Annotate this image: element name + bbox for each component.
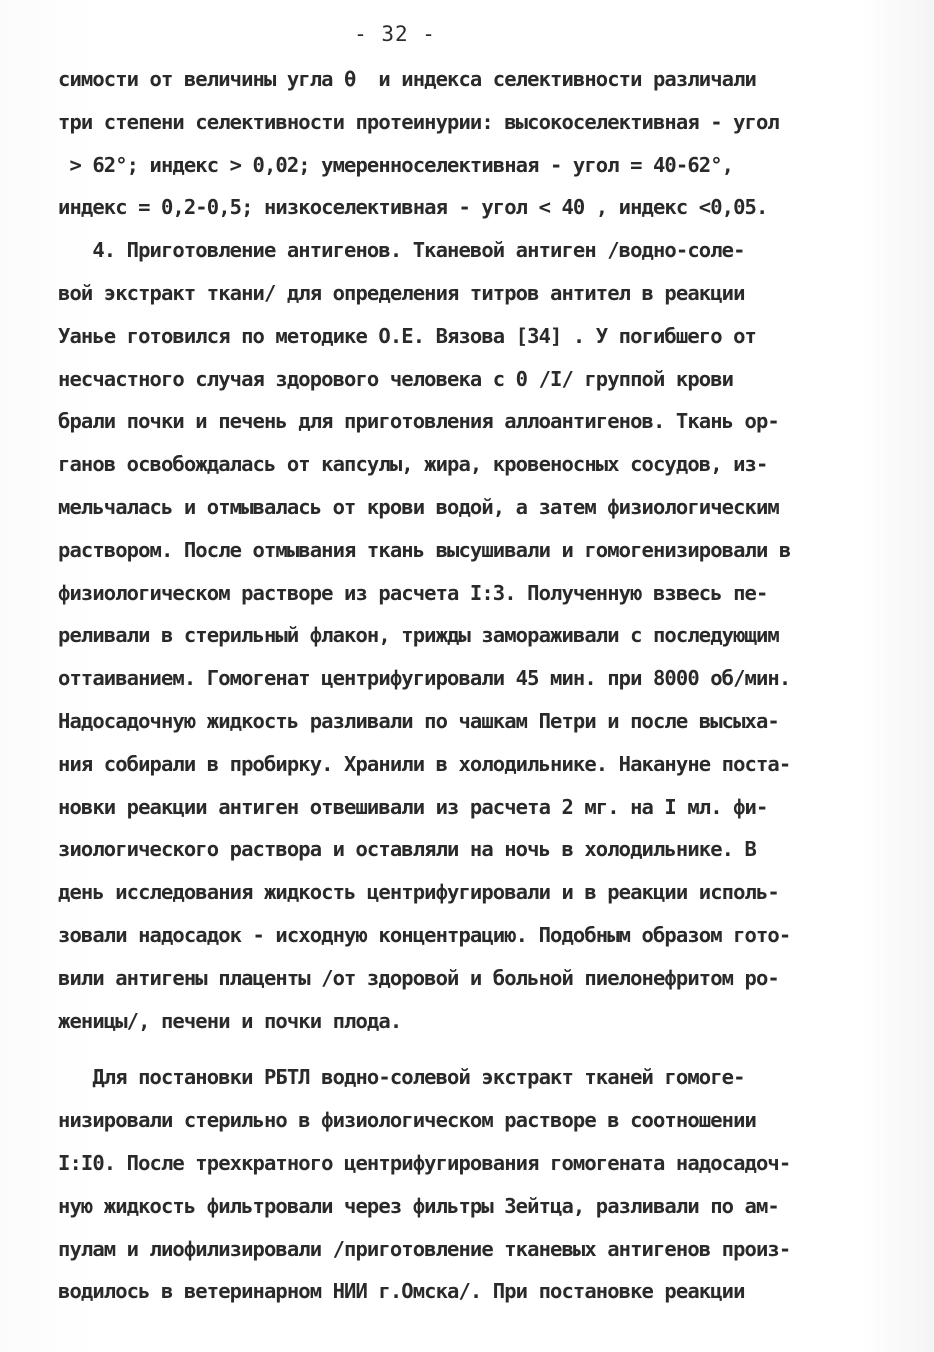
text-line: ную жидкость фильтровали через фильтры Зейтца, разливали по ам- [58, 1193, 779, 1218]
text-line: несчастного случая здорового человека с 0 /I/ группой крови [58, 366, 734, 391]
paragraph-gap [58, 1042, 928, 1056]
text-line: оттаиванием. Гомогенат центрифугировали 45 мин. при 8000 об/мин. [58, 666, 791, 691]
text-line: женицы/, печени и почки плода. [58, 1008, 402, 1033]
text-line: пулам и лиофилизировали /приготовление тканевых антигенов произ- [58, 1236, 791, 1261]
text-line: > 62°; индекс > 0,02; умеренноселективная - угол = 40-62°, [58, 152, 734, 177]
text-line: Уанье готовился по методике О.Е. Вязова [34] . У погибшего от [58, 323, 756, 348]
text-line: симости от величины угла θ и индекса селективности различали [58, 67, 756, 91]
page-number: - 32 - [354, 22, 436, 46]
text-line: три степени селективности протеинурии: высокоселективная - угол [58, 109, 779, 134]
text-line: водилось в ветеринарном НИИ г.Омска/. При постановке реакции [58, 1279, 745, 1304]
text-line: зовали надосадок - исходную концентрацию. Подобным образом гото- [58, 922, 791, 947]
text-line: новки реакции антиген отвешивали из расчета 2 мг. на I мл. фи- [58, 794, 768, 819]
text-line: низировали стерильно в физиологическом растворе в соотношении [58, 1108, 756, 1133]
text-line: мельчалась и отмывалась от крови водой, а затем физиологическим [58, 494, 779, 519]
text-line: ганов освобождалась от капсулы, жира, кровеносных сосудов, из- [58, 452, 768, 477]
text-line: индекс = 0,2-0,5; низкоселективная - угол < 40 , индекс <0,05. [58, 195, 768, 220]
body-text [58, 58, 928, 1313]
text-line: Для постановки РБТЛ водно-солевой экстракт тканей гомоге- [58, 1065, 745, 1090]
text-line: физиологическом растворе из расчета I:3. Полученную взвесь пе- [58, 580, 768, 605]
text-line: вили антигены плаценты /от здоровой и больной пиелонефритом ро- [58, 965, 779, 990]
text-line: брали почки и печень для приготовления аллоантигенов. Ткань ор- [58, 409, 779, 434]
text-line: день исследования жидкость центрифугировали и в реакции исполь- [58, 880, 779, 905]
paragraph [58, 1056, 928, 1313]
text-line: Надосадочную жидкость разливали по чашкам Петри и после высыха- [58, 708, 779, 733]
paragraph [58, 58, 928, 229]
text-line: раствором. После отмывания ткань высушивали и гомогенизировали в [58, 537, 791, 562]
text-line: реливали в стерильный флакон, трижды замораживали с последующим [58, 623, 779, 648]
text-line: 4. Приготовление антигенов. Тканевой антиген /водно-соле- [58, 238, 745, 263]
text-line: зиологического раствора и оставляли на ночь в холодильнике. В [58, 837, 756, 862]
text-line: ния собирали в пробирку. Хранили в холодильнике. Накануне поста- [58, 751, 791, 776]
paragraph [58, 229, 928, 1042]
text-line: I:I0. После трехкратного центрифугирования гомогената надосадоч- [58, 1150, 791, 1175]
text-line: вой экстракт ткани/ для определения титров антител в реакции [58, 280, 745, 305]
